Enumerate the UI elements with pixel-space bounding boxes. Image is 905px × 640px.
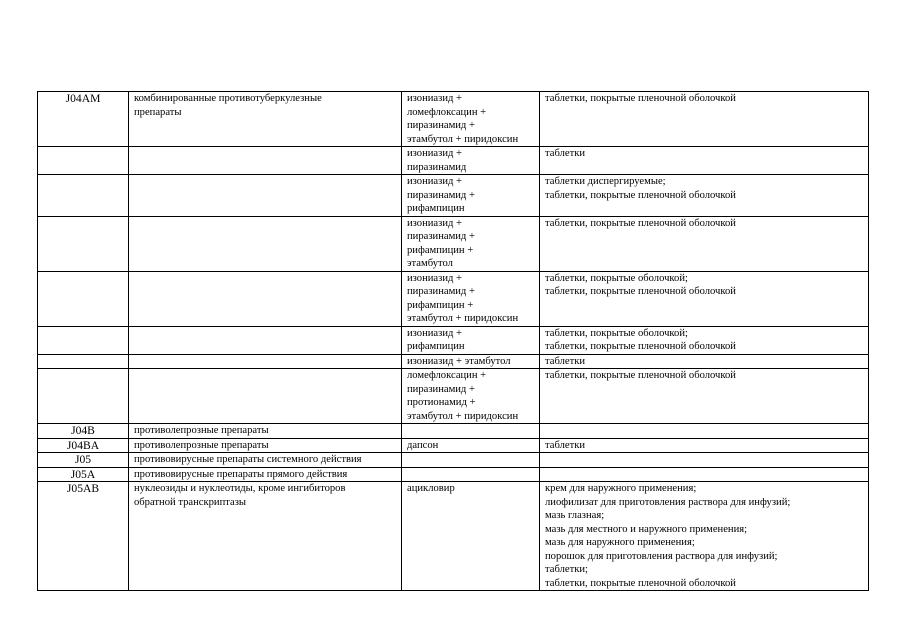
- table-row: [38, 175, 869, 217]
- dosage-form-cell: [540, 467, 869, 482]
- dosage-form-cell: [540, 92, 869, 147]
- drug-name-cell: [402, 216, 540, 271]
- atc-group-cell: [129, 482, 402, 591]
- atc-code-cell: J04B: [38, 424, 129, 439]
- dosage-form-cell: [540, 438, 869, 453]
- table-row: [38, 467, 869, 482]
- drug-name-cell: [402, 271, 540, 326]
- drug-table-body: [38, 92, 869, 591]
- dosage-form-cell: [540, 175, 869, 217]
- drug-name-cell: [402, 438, 540, 453]
- dosage-form-line: таблетки;: [545, 564, 588, 575]
- atc-code-cell: J04AM: [38, 92, 129, 147]
- drug-name-cell: [402, 147, 540, 175]
- dosage-form-cell: [540, 216, 869, 271]
- drug-name-line: ломефлоксацин +: [407, 370, 487, 381]
- table-row: [38, 453, 869, 468]
- atc-code-cell: [38, 271, 129, 326]
- drug-name-line: пиразинамид: [407, 161, 467, 173]
- drug-table: [37, 91, 869, 591]
- dosage-form-line: таблетки, покрытые оболочкой;: [545, 272, 688, 284]
- drug-name-line: изониазид +: [407, 272, 462, 284]
- dosage-form-line: мазь для наружного применения;: [545, 537, 695, 548]
- dosage-form-line: таблетки: [545, 148, 586, 159]
- drug-name-line: изониазид +: [407, 176, 462, 187]
- drug-name-line: пиразинамид +: [407, 120, 475, 131]
- drug-name-cell: [402, 369, 540, 424]
- table-row: [38, 216, 869, 271]
- dosage-form-line: таблетки: [545, 355, 586, 367]
- dosage-form-line: таблетки, покрытые пленочной оболочкой: [545, 93, 736, 104]
- drug-name-line: этамбутол + пиридоксин: [407, 133, 519, 145]
- atc-group-cell: [129, 354, 402, 369]
- dosage-form-cell: [540, 271, 869, 326]
- drug-name-line: изониазид +: [407, 327, 462, 339]
- drug-name-line: рифампицин: [407, 203, 465, 214]
- drug-name-line: пиразинамид +: [407, 383, 475, 395]
- atc-code-cell: J05: [38, 453, 129, 468]
- table-row: [38, 369, 869, 424]
- dosage-form-line: мазь глазная;: [545, 510, 605, 521]
- atc-code-cell: [38, 216, 129, 271]
- dosage-form-line: таблетки, покрытые пленочной оболочкой: [545, 370, 736, 381]
- drug-name-line: рифампицин +: [407, 299, 474, 311]
- drug-name-cell: [402, 326, 540, 354]
- drug-name-line: пиразинамид +: [407, 231, 475, 242]
- drug-name-line: изониазид +: [407, 217, 462, 229]
- drug-name-line: ломефлоксацин +: [407, 106, 487, 118]
- drug-name-line: протионамид +: [407, 397, 476, 408]
- atc-group-line: комбинированные противотуберкулезные: [134, 93, 322, 104]
- atc-group-cell: [129, 438, 402, 453]
- drug-name-line: этамбутол + пиридоксин: [407, 313, 519, 324]
- drug-name-line: изониазид +: [407, 148, 462, 159]
- table-row: [38, 354, 869, 369]
- drug-name-line: пиразинамид +: [407, 286, 475, 297]
- dosage-form-cell: [540, 354, 869, 369]
- dosage-form-line: таблетки, покрытые оболочкой;: [545, 327, 688, 339]
- atc-group-line: противовирусные препараты системного действия: [134, 454, 362, 465]
- table-row: [38, 271, 869, 326]
- drug-name-line: этамбутол: [407, 258, 453, 269]
- dosage-form-line: таблетки: [545, 439, 586, 451]
- table-row: [38, 438, 869, 453]
- drug-name-cell: [402, 482, 540, 591]
- drug-name-cell: [402, 453, 540, 468]
- drug-name-cell: [402, 467, 540, 482]
- drug-name-line: этамбутол + пиридоксин: [407, 410, 519, 422]
- dosage-form-line: таблетки, покрытые пленочной оболочкой: [545, 577, 736, 589]
- dosage-form-cell: [540, 369, 869, 424]
- atc-code-cell: [38, 326, 129, 354]
- dosage-form-line: порошок для приготовления раствора для инфузий;: [545, 550, 778, 562]
- dosage-form-line: таблетки, покрытые пленочной оболочкой: [545, 189, 736, 201]
- atc-group-cell: [129, 92, 402, 147]
- drug-name-line: рифампицин: [407, 341, 465, 352]
- table-row: [38, 147, 869, 175]
- drug-name-line: рифампицин +: [407, 244, 474, 256]
- dosage-form-line: лиофилизат для приготовления раствора для инфузий;: [545, 496, 791, 508]
- dosage-form-cell: [540, 482, 869, 591]
- dosage-form-cell: [540, 147, 869, 175]
- table-row: [38, 482, 869, 591]
- atc-group-cell: [129, 453, 402, 468]
- drug-name-cell: [402, 354, 540, 369]
- dosage-form-cell: [540, 453, 869, 468]
- atc-group-cell: [129, 271, 402, 326]
- atc-group-cell: [129, 467, 402, 482]
- table-row: [38, 326, 869, 354]
- atc-group-cell: [129, 369, 402, 424]
- dosage-form-line: таблетки диспергируемые;: [545, 176, 666, 187]
- atc-group-cell: [129, 216, 402, 271]
- drug-name-cell: [402, 175, 540, 217]
- atc-group-cell: [129, 147, 402, 175]
- drug-name-line: изониазид +: [407, 93, 462, 104]
- atc-code-cell: [38, 147, 129, 175]
- atc-group-cell: [129, 424, 402, 439]
- atc-group-line: обратной транскриптазы: [134, 496, 246, 508]
- atc-code-cell: [38, 175, 129, 217]
- table-row: [38, 92, 869, 147]
- atc-code-cell: [38, 369, 129, 424]
- dosage-form-line: крем для наружного применения;: [545, 483, 697, 494]
- atc-code-cell: J05AB: [38, 482, 129, 591]
- atc-group-line: противолепрозные препараты: [134, 425, 269, 436]
- dosage-form-cell: [540, 424, 869, 439]
- atc-group-line: противовирусные препараты прямого действия: [134, 468, 348, 480]
- dosage-form-cell: [540, 326, 869, 354]
- drug-name-line: ацикловир: [407, 483, 455, 494]
- dosage-form-line: мазь для местного и наружного применения;: [545, 523, 748, 535]
- atc-group-cell: [129, 326, 402, 354]
- drug-name-line: дапсон: [407, 439, 439, 451]
- atc-group-cell: [129, 175, 402, 217]
- drug-name-cell: [402, 424, 540, 439]
- dosage-form-line: таблетки, покрытые пленочной оболочкой: [545, 341, 736, 352]
- dosage-form-line: таблетки, покрытые пленочной оболочкой: [545, 217, 736, 229]
- drug-name-line: изониазид + этамбутол: [407, 355, 511, 367]
- drug-name-cell: [402, 92, 540, 147]
- atc-group-line: противолепрозные препараты: [134, 439, 269, 451]
- atc-code-cell: J05A: [38, 467, 129, 482]
- atc-group-line: нуклеозиды и нуклеотиды, кроме ингибиторов: [134, 483, 346, 494]
- atc-code-cell: [38, 354, 129, 369]
- dosage-form-line: таблетки, покрытые пленочной оболочкой: [545, 286, 736, 297]
- atc-group-line: препараты: [134, 106, 182, 118]
- drug-name-line: пиразинамид +: [407, 189, 475, 201]
- atc-code-cell: J04BA: [38, 438, 129, 453]
- table-row: [38, 424, 869, 439]
